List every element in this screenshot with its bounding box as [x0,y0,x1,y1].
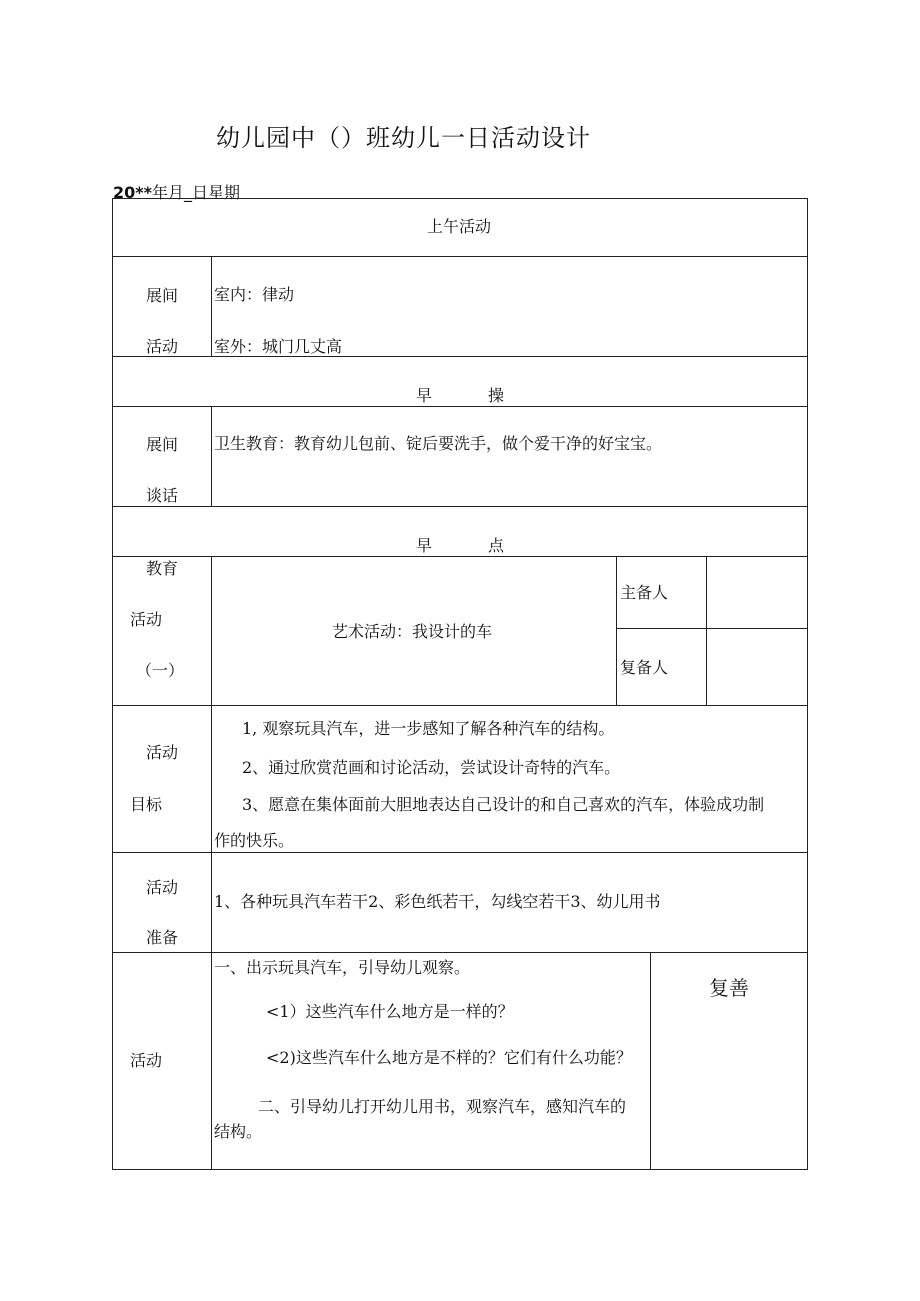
education-label-2: 活动 [130,610,163,629]
process-question-2: <2)这些汽车什么地方是不样的？它们有什么功能？ [266,1048,632,1067]
education-activity-name: 艺术活动：我设计的车 [332,622,493,641]
review-label: 复善 [709,976,749,1000]
goal-item-1: 1, 观察玩具汽车，进一步感知了解各种汽车的结构。 [242,719,615,738]
free-activity-label-1: 展间 [146,286,179,305]
secondary-preparer-label: 复备人 [620,658,669,677]
free-activity-label-2: 活动 [146,337,179,356]
row-divider [112,705,808,706]
education-label-1: 教育 [146,559,179,578]
col-divider [211,556,212,1170]
row-divider [112,356,808,357]
process-step-2-line-1: 二、引导幼儿打开幼儿用书，观察汽车，感知汽车的 [258,1097,627,1116]
col-divider [650,952,651,1170]
row-divider [112,852,808,853]
morning-exercise-char-1: 早 [416,386,433,405]
col-divider [211,256,212,356]
row-divider [112,952,808,953]
free-activity-outdoor: 室外：城门几丈高 [214,337,343,356]
row-divider [112,256,808,257]
morning-exercise-char-2: 操 [488,386,505,405]
date-rest: 年月_日星期 [152,183,241,202]
free-activity-indoor: 室内：律动 [214,285,295,304]
col-divider [211,406,212,506]
goal-item-3-line-1: 3、愿意在集体面前大胆地表达自己设计的和自己喜欢的汽车，体验成功制 [242,795,765,814]
preparation-label-2: 准备 [146,928,179,947]
snack-char-2: 点 [488,536,505,555]
morning-section-title: 上午活动 [427,217,492,236]
page-title: 幼儿园中（）班幼儿一日活动设计 [216,124,591,152]
goals-label-2: 目标 [130,795,163,814]
row-divider [112,506,808,507]
process-question-1: <1）这些汽车什么地方是一样的？ [266,1002,514,1021]
snack-char-1: 早 [416,536,433,555]
goals-label-1: 活动 [146,743,179,762]
talk-content: 卫生教育：教育幼儿包前、锭后要洗手，做个爱干净的好宝宝。 [214,434,663,453]
process-label: 活动 [130,1051,163,1070]
row-divider [112,556,808,557]
col-divider [616,556,617,705]
education-label-3: （一） [136,661,185,680]
preparation-content: 1、各种玩具汽车若干2、彩色纸若干，勾线空若干3、幼儿用书 [214,892,661,911]
process-step-2-line-2: 结构。 [214,1122,263,1141]
row-divider [616,628,808,629]
process-step-1: 一、出示玩具汽车，引导幼儿观察。 [214,958,471,977]
date-year: 20** [113,183,152,202]
col-divider [706,556,707,705]
goal-item-2: 2、通过欣赏范画和讨论活动，尝试设计奇特的汽车。 [242,758,621,777]
row-divider [112,406,808,407]
talk-label-1: 展间 [146,435,179,454]
goal-item-3-line-2: 作的快乐。 [214,831,295,850]
main-preparer-label: 主备人 [620,583,669,602]
preparation-label-1: 活动 [146,878,179,897]
talk-label-2: 谈话 [146,486,179,505]
